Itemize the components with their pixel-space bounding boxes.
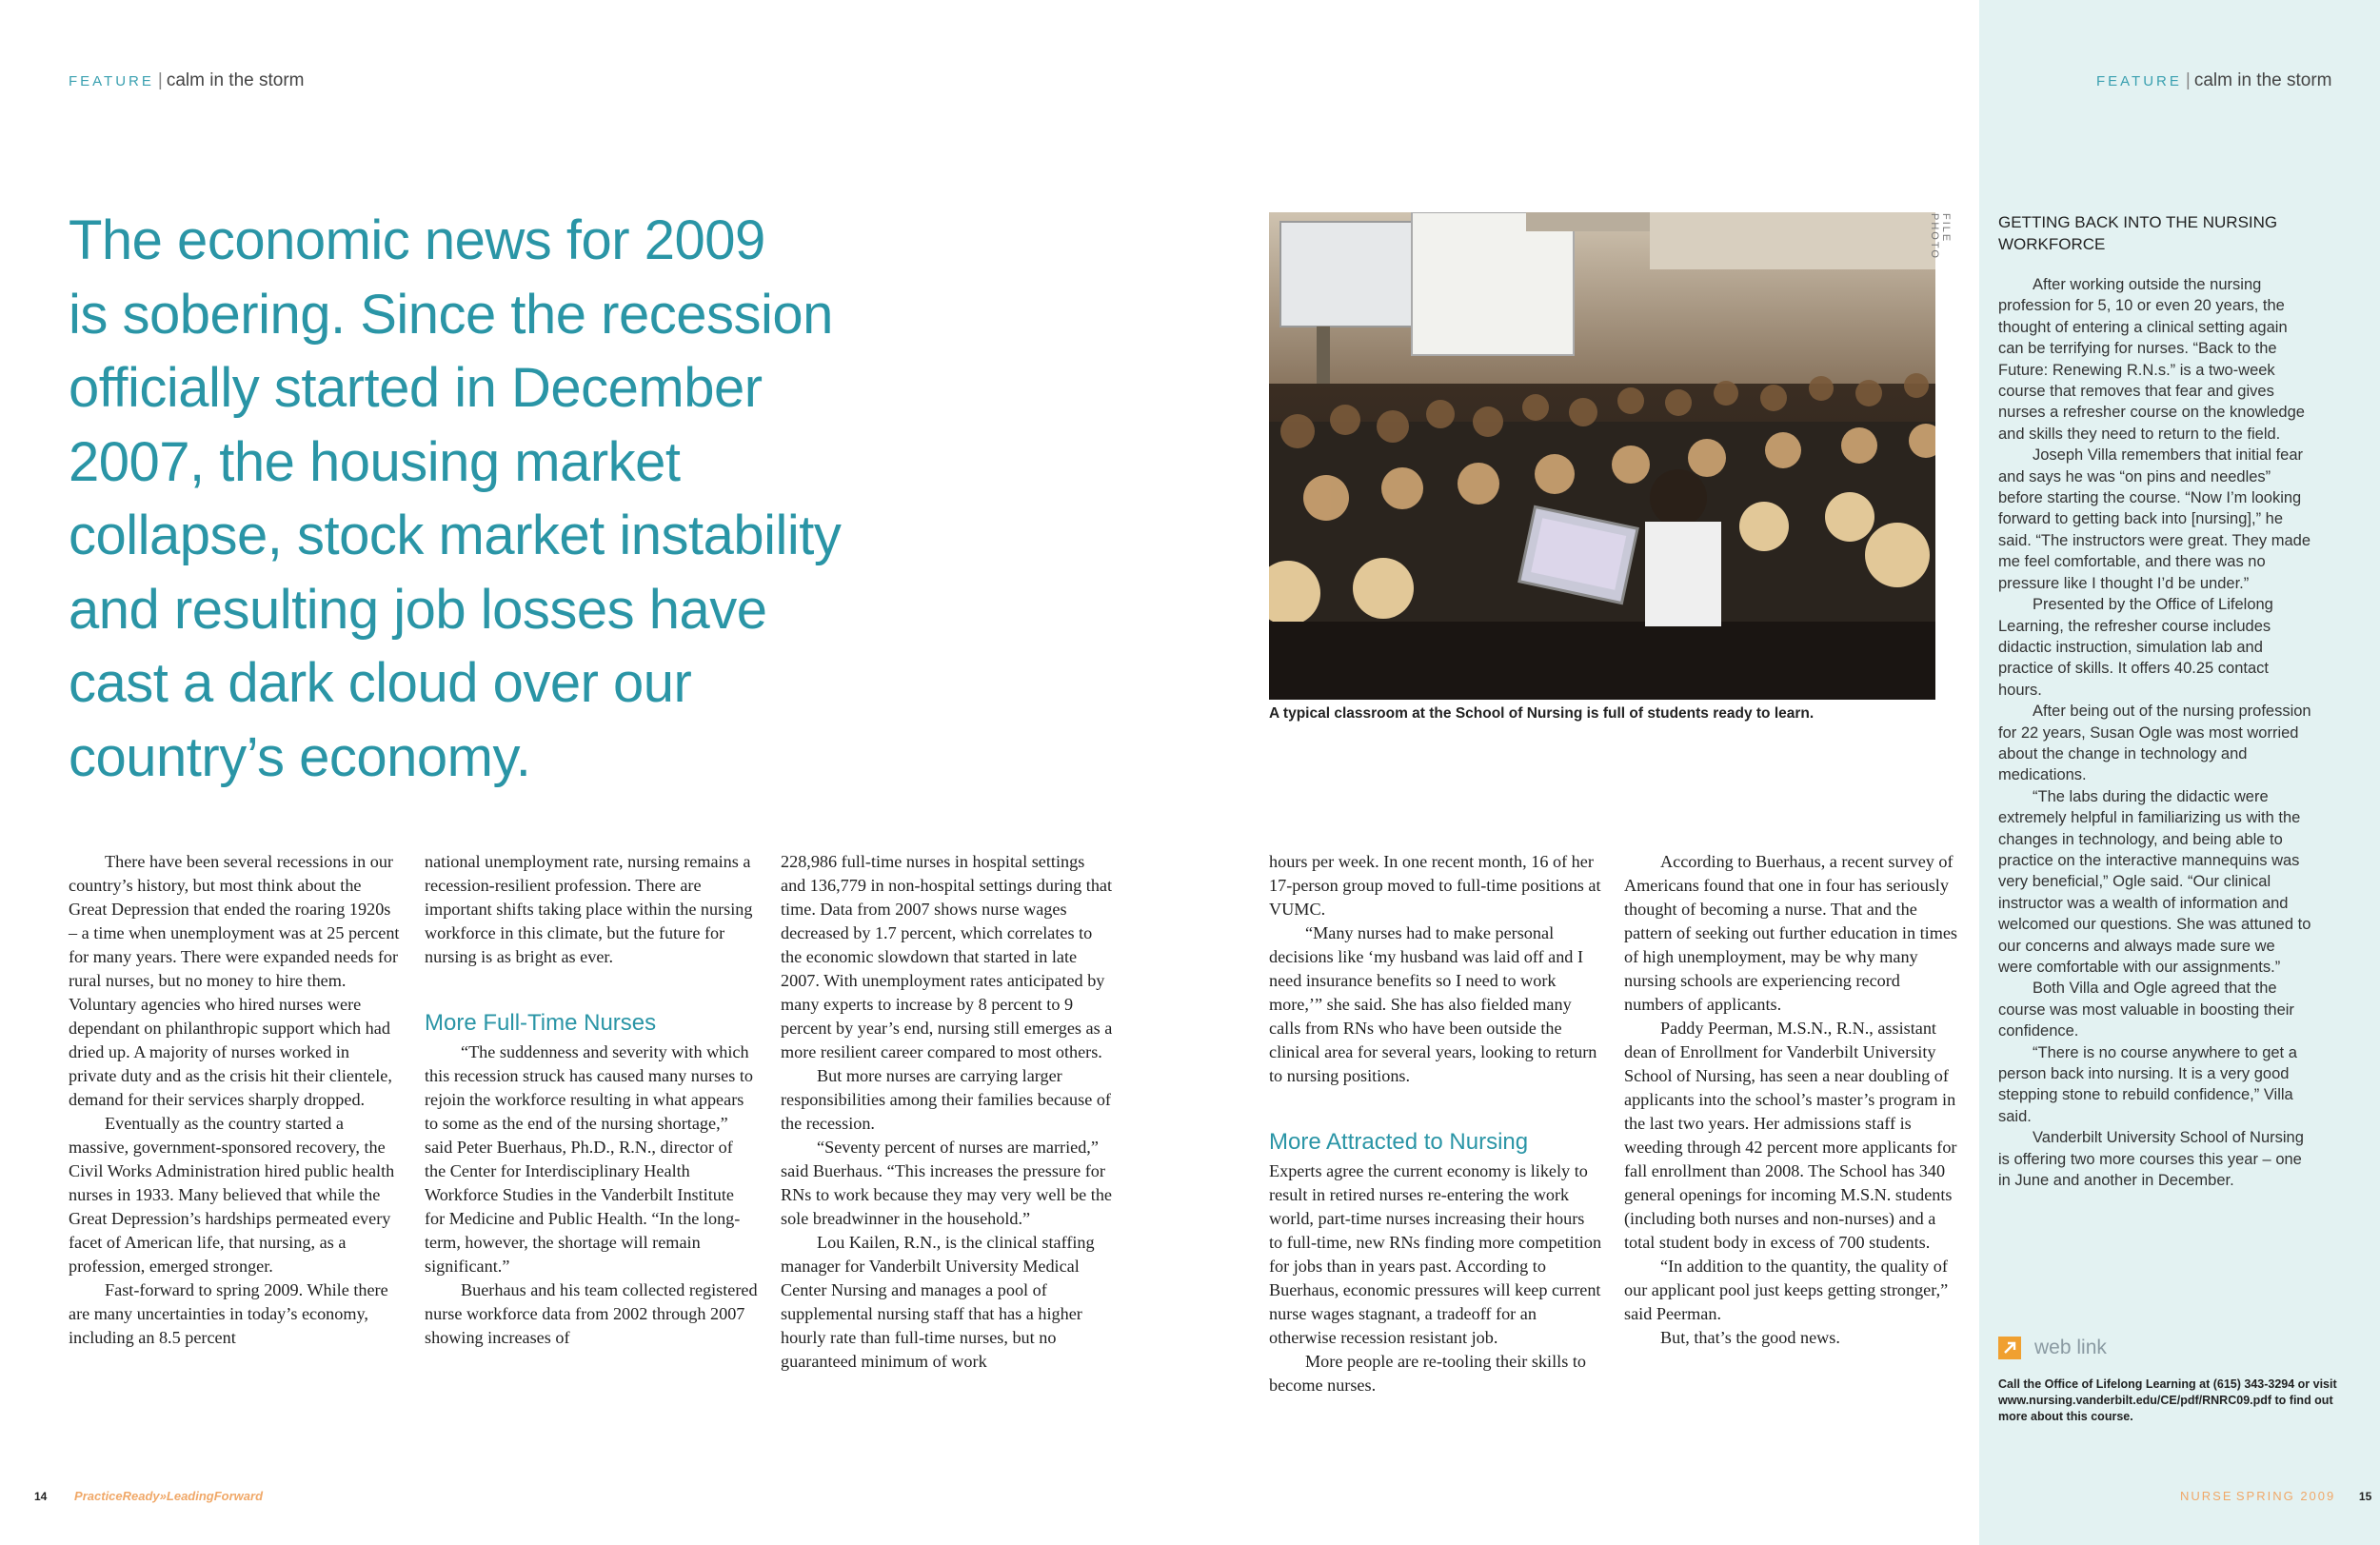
paragraph: Experts agree the current economy is likely to result in retired nurses re-entering the work world, part-time nurses increasing their hours to full-time, new RNs finding more competition for jobs than in years past. According to Buerhaus, economic pressures will keep current nurse wages stagnant, a tradeoff for an otherwise recession resistant job. (1269, 1161, 1602, 1347)
sidebar-paragraph: “There is no course anywhere to get a person back into nursing. It is a very good stepping stone to rebuild confidence,” Villa said. (1998, 1043, 2297, 1125)
sidebar-paragraph: Both Villa and Ogle agreed that the course was most valuable in boosting their confidence. (1998, 980, 2294, 1040)
right-running-header (2096, 70, 2332, 91)
header-separator: | (2185, 70, 2191, 90)
pull-quote-line: cast a dark cloud over our (69, 652, 692, 714)
left-running-header (69, 70, 305, 91)
pull-quote-line: country’s economy. (69, 725, 531, 788)
paragraph: national unemployment rate, nursing remains a recession-resilient profession. There are important shifts taking place within the nursing workforce in this climate, but the future for nursing is as bright as ever. (425, 852, 753, 966)
paragraph: “Many nurses had to make personal decisions like ‘my husband was laid off and I need insurance benefits so I need to work more,’” she said. She has also fielded many calls from RNs who have been outside the clinical area for several years, looking to return to nursing positions. (1269, 923, 1597, 1085)
paragraph: 228,986 full-time nurses in hospital settings and 136,779 in non-hospital settings during that time. Data from 2007 shows nurse wages decreased by 1.7 percent, which correlates to the economic slowdown that started in late 2007. With unemployment rates anticipated by many experts to increase by 8 percent to 9 percent by year’s end, nursing still emerges as a more resilient career compared to most others. (781, 852, 1113, 1061)
article-column-5 (1624, 850, 1957, 1350)
paragraph: Fast-forward to spring 2009. While there are many uncertainties in today’s economy, including an 8.5 percent (69, 1280, 388, 1347)
paragraph: Paddy Peerman, M.S.N., R.N., assistant dean of Enrollment for Vanderbilt University School of Nursing, has seen a near doubling of applicants into the school’s master’s program in the last two years. Her admissions staff is weeding through 42 percent more applicants for fall enrollment than 2008. The School has 340 general openings for incoming M.S.N. students (including both nurses and non-nurses) and a total student body in excess of 700 students. (1624, 1019, 1957, 1252)
header-title: calm in the storm (2193, 70, 2332, 90)
sidebar-paragraph: Joseph Villa remembers that initial fear and says he was “on pins and needles” before starting the course. “Now I’m looking forward to getting back into [nursing],” he said. “The instructors were great. They made me feel comfortable, and there was no pressure like I thought I’d be under.” (1998, 446, 2311, 592)
header-separator: | (157, 70, 163, 90)
pull-quote (69, 204, 842, 794)
photo-caption: A typical classroom at the School of Nursing is full of students ready to learn. (1269, 705, 1815, 722)
pull-quote-line: 2007, the housing market (69, 430, 681, 493)
subhead: More Full-Time Nurses (425, 1010, 657, 1036)
classroom-photo (1269, 212, 1935, 700)
arrow-icon (1998, 1337, 2021, 1359)
classroom-illustration (1269, 212, 1935, 700)
magazine-issue: SPRING 2009 (2235, 1489, 2336, 1503)
pull-quote-line: officially started in December (69, 357, 763, 419)
sidebar-title: GETTING BACK INTO THE NURSING WORKFORCE (1998, 213, 2278, 253)
paragraph: According to Buerhaus, a recent survey of Americans found that one in four has seriously thought of becoming a nurse. That and the pattern of seeking out further education in times of high unemployment, may be why many nursing schools are experiencing record numbers of applicants. (1624, 852, 1958, 1014)
sidebar-paragraph: Presented by the Office of Lifelong Learning, the refresher course includes didactic instruction, simulation lab and practice of skills. It offers 40.25 contact hours. (1998, 596, 2273, 699)
sidebar-body (1998, 274, 2312, 1191)
header-title: calm in the storm (166, 70, 305, 90)
sidebar-paragraph: “The labs during the didactic were extremely helpful in familiarizing us with the changes in technology, and being able to practice on the interactive mannequins was very beneficial,” Ogle said. “Our clinical instructor was a wealth of information and welcomed our questions. She was attuned to our concerns and always made sure we were comfortable with our assignments.” (1998, 787, 2311, 976)
page-number: 15 (2358, 1490, 2372, 1503)
paragraph: Eventually as the country started a massive, government-sponsored recovery, the Civil Works Administration hired public health nurses in 1933. Many believed that while the Great Depression’s hardships permeated every facet of American life, that nursing, as a profession, emerged stronger. (69, 1114, 395, 1276)
paragraph: Buerhaus and his team collected registered nurse workforce data from 2002 through 2007 showing increases of (425, 1280, 758, 1347)
web-link-label[interactable]: web link (2034, 1337, 2107, 1358)
header-section: FEATURE (69, 73, 154, 89)
paragraph: hours per week. In one recent month, 16 of her 17-person group moved to full-time positions at VUMC. (1269, 852, 1601, 919)
article-column-1 (69, 850, 402, 1350)
pull-quote-line: collapse, stock market instability (69, 505, 842, 566)
paragraph: “Seventy percent of nurses are married,” said Buerhaus. “This increases the pressure for RNs to work because they may very well be the sole breadwinner in the household.” (781, 1138, 1112, 1228)
web-link[interactable] (1998, 1337, 2107, 1359)
article-column-2 (425, 850, 758, 1350)
photo-credit: FILE PHOTO (1929, 213, 1952, 260)
left-footer (34, 1489, 263, 1503)
pull-quote-line: and resulting job losses have (69, 578, 767, 641)
paragraph: “The suddenness and severity with which this recession struck has caused many nurses to rejoin the workforce resulting in what appears to some as the end of the nursing shortage,” said Peter Buerhaus, Ph.D., R.N., director of the Center for Interdisciplinary Health Workforce Studies in the Vanderbilt Institute for Medicine and Public Health. “In the long-term, however, the shortage will remain significant.” (425, 1042, 753, 1276)
pull-quote-line: The economic news for 2009 (69, 209, 765, 271)
sidebar-paragraph: After being out of the nursing profession for 22 years, Susan Ogle was most worried about the change in technology and medications. (1998, 703, 2311, 784)
web-link-note: Call the Office of Lifelong Learning at (615) 343-3294 or visit www.nursing.vanderbilt.edu/CE/pdf/RNRC09.pdf to find out more about this course. (1998, 1377, 2337, 1423)
right-footer (2180, 1489, 2371, 1503)
pull-quote-line: is sobering. Since the recession (69, 283, 833, 346)
paragraph: “In addition to the quantity, the quality of our applicant pool just keeps getting stronger,” said Peerman. (1624, 1257, 1949, 1323)
paragraph: Lou Kailen, R.N., is the clinical staffing manager for Vanderbilt University Medical Center Nursing and manages a pool of supplemental nursing staff that has a higher hourly rate than full-time nurses, but no guaranteed minimum of work (781, 1233, 1095, 1371)
paragraph: There have been several recessions in our country’s history, but most think about the Great Depression that ended the roaring 1920s – a time when unemployment was at 25 percent for many years. There were expanded needs for rural nurses, but no money to hire them. Voluntary agencies who hired nurses were dependant on philanthropic support which had dried up. A majority of nurses worked in private duty and as the crisis hit their clientele, demand for their services sharply dropped. (69, 852, 400, 1109)
sidebar-paragraph: After working outside the nursing profession for 5, 10 or even 20 years, the thought of entering a clinical setting again can be terrifying for nurses. “Back to the Future: Renewing R.N.s.” is a two-week course that removes that fear and gives nurses a refresher course on the knowledge and skills they need to return to the field. (1998, 276, 2305, 443)
article-column-4 (1269, 850, 1602, 1397)
magazine-name: NURSE (2180, 1489, 2233, 1503)
page-number: 14 (34, 1490, 48, 1503)
article-column-3 (781, 850, 1114, 1374)
paragraph: But more nurses are carrying larger responsibilities among their families because of the recession. (781, 1066, 1111, 1133)
brand-logo: PracticeReady»LeadingForward (74, 1489, 264, 1503)
header-section: FEATURE (2096, 73, 2182, 89)
sidebar-paragraph: Vanderbilt University School of Nursing is offering two more courses this year – one in June and another in December. (1998, 1129, 2304, 1190)
paragraph: But, that’s the good news. (1660, 1328, 1840, 1347)
subhead: More Attracted to Nursing (1269, 1129, 1529, 1155)
paragraph: More people are re-tooling their skills to become nurses. (1269, 1352, 1586, 1395)
